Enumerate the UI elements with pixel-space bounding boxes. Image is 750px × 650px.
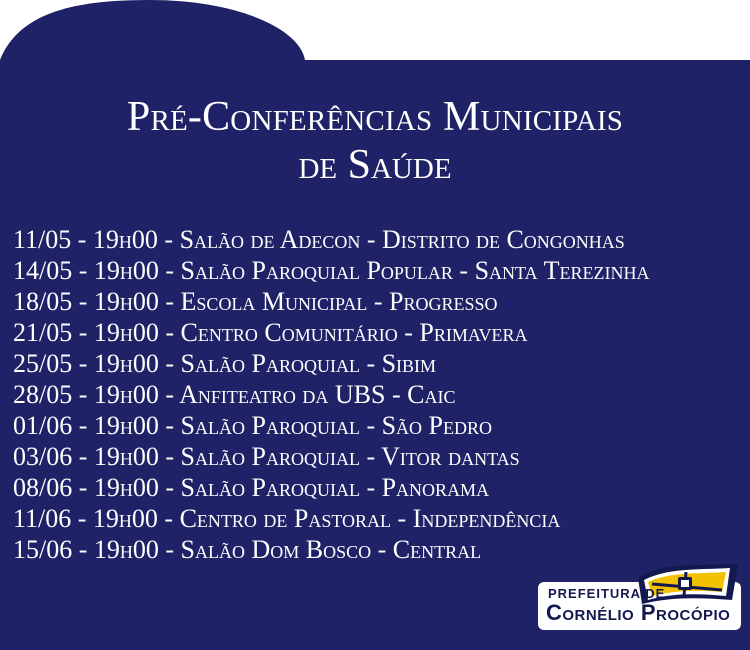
event-item: 03/06 - 19h00 - Salão Paroquial - Vitor dantas — [13, 442, 520, 471]
logo-main-text: Cornélio Procópio — [546, 600, 731, 625]
event-item: 01/06 - 19h00 - Salão Paroquial - São Pedro — [13, 411, 493, 440]
event-item: 11/06 - 19h00 - Centro de Pastoral - Independência — [13, 504, 561, 533]
event-item: 25/05 - 19h00 - Salão Paroquial - Sibim — [13, 349, 437, 378]
event-item: 18/05 - 19h00 - Escola Municipal - Progresso — [13, 287, 498, 316]
logo-top-text: PREFEITURA DE — [548, 586, 666, 601]
event-item: 11/05 - 19h00 - Salão de Adecon - Distrito de Congonhas — [13, 225, 625, 254]
event-item: 15/06 - 19h00 - Salão Dom Bosco - Central — [13, 535, 482, 564]
prefeitura-logo — [538, 560, 746, 632]
event-item: 21/05 - 19h00 - Centro Comunitário - Primavera — [13, 318, 528, 347]
page-title-line-1: Pré-Conferências Municipais — [126, 94, 624, 140]
event-item: 14/05 - 19h00 - Salão Paroquial Popular - Santa Terezinha — [13, 256, 650, 285]
event-list — [13, 224, 649, 565]
event-item: 08/06 - 19h00 - Salão Paroquial - Panorama — [13, 473, 490, 502]
event-item: 28/05 - 19h00 - Anfiteatro da UBS - Caic — [13, 380, 456, 409]
page-title-line-2: de Saúde — [298, 142, 452, 188]
